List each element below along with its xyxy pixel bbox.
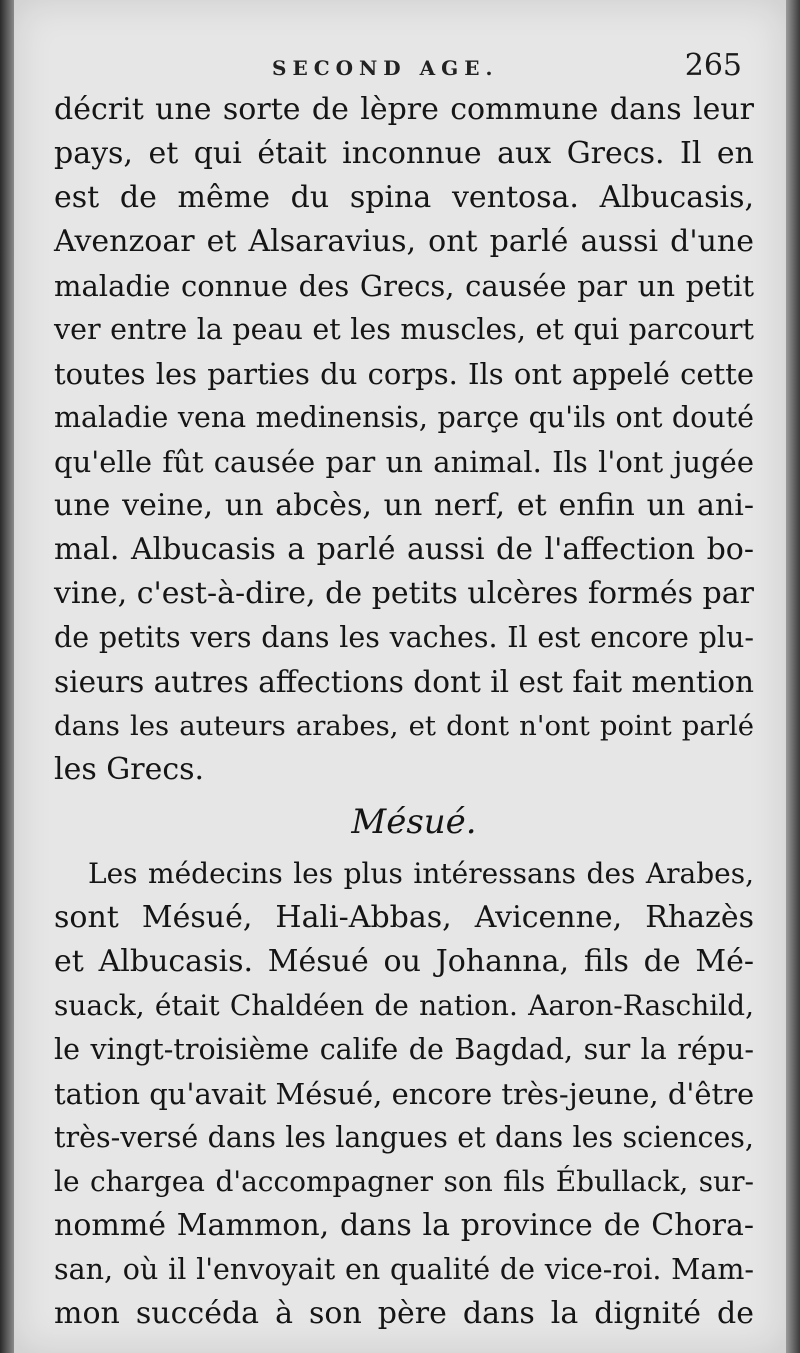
- paragraph-1: [54, 88, 754, 792]
- text-line: les Grecs.: [54, 752, 205, 787]
- page-edge-right: [786, 0, 800, 1353]
- page-edge-left: [0, 0, 14, 1353]
- text-line: mal. Albucasis a parlé aussi de l'affection bo-: [54, 532, 754, 567]
- running-head: [14, 48, 786, 88]
- text-line: décrit une sorte de lèpre commune dans leur: [54, 92, 754, 127]
- text-line: le vingt-troisième calife de Bagdad, sur la répu-: [54, 1033, 754, 1066]
- text-line: suack, était Chaldéen de nation. Aaron-Raschild,: [54, 989, 754, 1022]
- page-number: 265: [684, 48, 742, 83]
- text-line: sont Mésué, Hali-Abbas, Avicenne, Rhazès: [54, 900, 754, 935]
- text-line: pays, et qui était inconnue aux Grecs. Il en: [54, 136, 754, 171]
- text-line: mon succéda à son père dans la dignité de: [54, 1296, 754, 1331]
- text-line: très-versé dans les langues et dans les sciences,: [54, 1121, 754, 1154]
- page-body: [54, 88, 754, 1336]
- text-line: nommé Mammon, dans la province de Chora-: [54, 1208, 754, 1243]
- text-line: est de même du spina ventosa. Albucasis,: [54, 180, 754, 215]
- running-title: SECOND AGE.: [272, 56, 499, 80]
- text-line: et Albucasis. Mésué ou Johanna, fils de Mé-: [54, 944, 754, 979]
- text-line: de petits vers dans les vaches. Il est encore plu-: [54, 621, 754, 654]
- text-line: sieurs autres affections dont il est fait mention: [54, 665, 754, 699]
- text-line: toutes les parties du corps. Ils ont appelé cette: [54, 357, 754, 391]
- text-line: une veine, un abcès, un nerf, et enfin un ani-: [54, 488, 754, 523]
- text-line: san, où il l'envoyait en qualité de vice-roi. Mam-: [54, 1253, 754, 1286]
- text-line: qu'elle fût causée par un animal. Ils l'ont jugée: [54, 445, 754, 479]
- text-line: vine, c'est-à-dire, de petits ulcères formés par: [54, 576, 754, 611]
- text-line: le chargea d'accompagner son fils Ébullack, sur-: [54, 1165, 754, 1198]
- text-line: tation qu'avait Mésué, encore très-jeune, d'être: [54, 1077, 755, 1111]
- section-heading: Mésué.: [351, 802, 477, 842]
- book-page: [14, 0, 786, 1353]
- text-line: ver entre la peau et les muscles, et qui parcourt: [54, 313, 754, 346]
- text-line: Les médecins les plus intéressans des Arabes,: [88, 857, 754, 890]
- paragraph-2: [54, 852, 754, 1336]
- text-line: maladie vena medinensis, parçe qu'ils ont douté: [54, 401, 754, 434]
- text-line: maladie connue des Grecs, causée par un petit: [54, 269, 754, 303]
- text-line: dans les auteurs arabes, et dont n'ont point parlé: [54, 710, 754, 742]
- text-line: Avenzoar et Alsaravius, ont parlé aussi d'une: [54, 224, 754, 259]
